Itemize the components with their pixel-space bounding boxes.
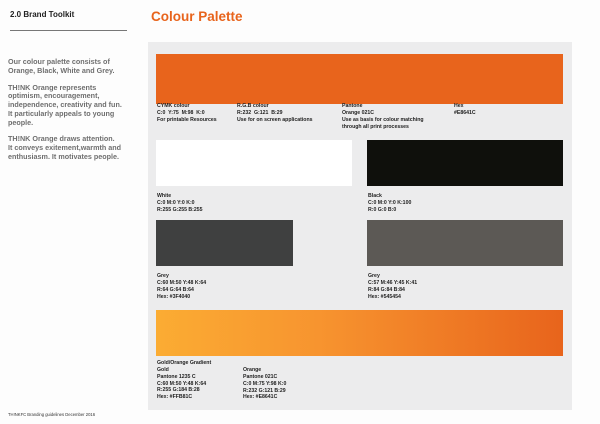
orange-pantone-caption: Pantone Orange 021C Use as basis for colour matching through all print processes [342, 103, 424, 130]
orange-hex-caption: Hex #E8641C [454, 103, 476, 116]
black-swatch [367, 140, 563, 186]
header-rule [10, 30, 127, 31]
section-label: 2.0 Brand Toolkit [10, 10, 75, 19]
intro-paragraph: TH!NK Orange represents optimism, encouragement, independence, creativity and fun. It particularly appeals to young people. [8, 82, 122, 127]
grey-dark-swatch [156, 220, 293, 266]
palette-panel [148, 42, 572, 410]
intro-paragraph: Our colour palette consists of Orange, Black, White and Grey. [8, 57, 115, 75]
white-caption: White C:0 M:0 Y:0 K:0 R:255 G:255 B:255 [157, 193, 203, 213]
orange-rgb-caption: R.G.B colour R:232 G:121 B:29 Use for on screen applications [237, 103, 313, 123]
white-swatch [156, 140, 352, 186]
grey-dark-caption: Grey C:60 M:50 Y:48 K:64 R:64 G:64 B:64 Hex: #3F4040 [157, 273, 207, 300]
gradient-swatch [156, 310, 563, 356]
footer-text: TH!NKFC Branding guidelines December 2016 [8, 412, 96, 417]
grey-mid-swatch [367, 220, 563, 266]
black-caption: Black C:0 M:0 Y:0 K:100 R:0 G:0 B:0 [368, 193, 412, 213]
page-title: Colour Palette [151, 9, 243, 24]
grey-mid-caption: Grey C:57 M:46 Y:45 K:41 R:84 G:84 B:84 Hex: #545454 [368, 273, 418, 300]
gradient-orange-caption: Orange Pantone 021C C:0 M:75 Y:98 K:0 R:232 G:121 B:29 Hex: #E8641C [243, 367, 287, 401]
orange-cmyk-caption: CYMK colour C:0 Y:75 M:98 K:0 For printable Resources [157, 103, 217, 123]
gradient-gold-caption: Gold/Orange Gradient Gold Pantone 1235 C C:60 M:50 Y:48 K:64 R:255 G:184 B:28 Hex: #FFB81C [157, 360, 212, 401]
intro-text [8, 58, 140, 170]
orange-swatch [156, 54, 563, 104]
intro-paragraph: TH!NK Orange draws attention. It conveys exitement,warmth and enthusiasm. It motivates people. [8, 134, 122, 162]
